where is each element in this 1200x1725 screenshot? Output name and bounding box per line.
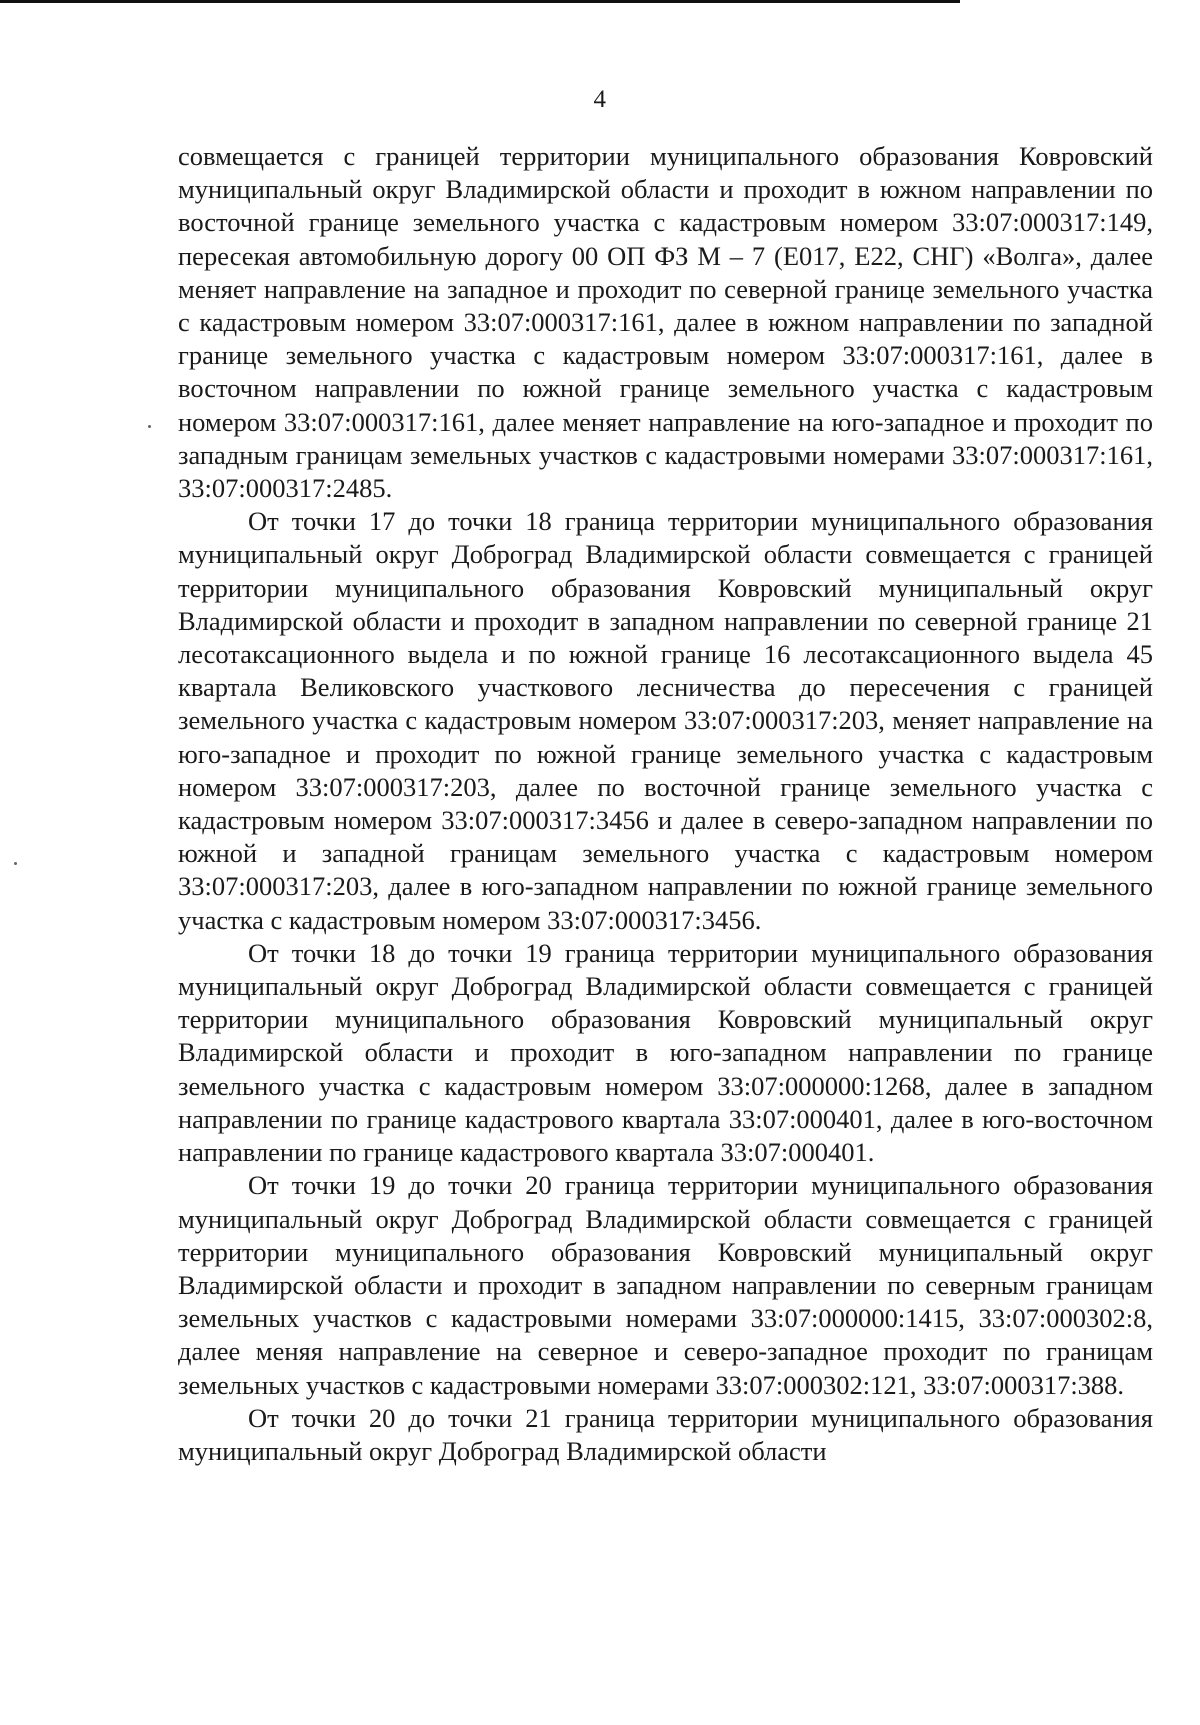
page-number: 4 — [593, 86, 607, 113]
scan-speck — [14, 862, 17, 865]
paragraph-points-20-21: От точки 20 до точки 21 граница территории муниципального образования муниципальный округ Доброград Владимирской области — [178, 1402, 1153, 1466]
scan-top-border — [0, 0, 960, 3]
paragraph-points-17-18: От точки 17 до точки 18 граница территории муниципального образования муниципальный округ Доброград Владимирской области совмещается с границей территории муниципального образования Ковровский муниципальный округ Владимирской области и проходит в западном направлении по северной границе 21 лесотаксационного выдела и по южной границе 16 лесотаксационного выдела 45 квартала Великовского участкового лесничества до пересечения с границей земельного участка с кадастровым номером 33:07:000317:203, меняет направление на юго-западное и проходит по южной границе земельного участка с кадастровым номером 33:07:000317:203, далее по восточной границе земельного участка с кадастровым номером 33:07:000317:3456 и далее в северо-западном направлении по южной и западной границам земельного участка с кадастровым номером 33:07:000317:203, далее в юго-западном направлении по южной границе земельного участка с кадастровым номером 33:07:000317:3456. — [178, 506, 1153, 935]
paragraph-points-19-20: От точки 19 до точки 20 граница территории муниципального образования муниципальный округ Доброград Владимирской области совмещается с границей территории муниципального образования Ковровский муниципальный округ Владимирской области и проходит в западном направлении по северным границам земельных участков с кадастровыми номерами 33:07:000000:1415, 33:07:000302:8, далее меняя направление на северное и северо-западное проходит по границам земельных участков с кадастровыми номерами 33:07:000302:121, 33:07:000317:388. — [178, 1170, 1153, 1400]
paragraph-continuation: совмещается с границей территории муниципального образования Ковровский муниципальный округ Владимирской области и проходит в южном направлении по восточной границе земельного участка с кадастровым номером 33:07:000317:149, пересекая автомобильную дорогу 00 ОП ФЗ М – 7 (Е017, Е22, СНГ) «Волга», далее меняет направление на западное и проходит по северной границе земельного участка с кадастровым номером 33:07:000317:161, далее в южном направлении по западной границе земельного участка с кадастровым номером 33:07:000317:161, далее в восточном направлении по южной границе земельного участка с кадастровым номером 33:07:000317:161, далее меняет направление на юго-западное и проходит по западным границам земельных участков с кадастровыми номерами 33:07:000317:161, 33:07:000317:2485. — [178, 141, 1153, 504]
scan-speck — [148, 425, 151, 428]
document-body — [178, 140, 1153, 1468]
paragraph-points-18-19: От точки 18 до точки 19 граница территории муниципального образования муниципальный округ Доброград Владимирской области совмещается с границей территории муниципального образования Ковровский муниципальный округ Владимирской области и проходит в юго-западном направлении по границе земельного участка с кадастровым номером 33:07:000000:1268, далее в западном направлении по границе кадастрового квартала 33:07:000401, далее в юго-восточном направлении по границе кадастрового квартала 33:07:000401. — [178, 937, 1153, 1168]
